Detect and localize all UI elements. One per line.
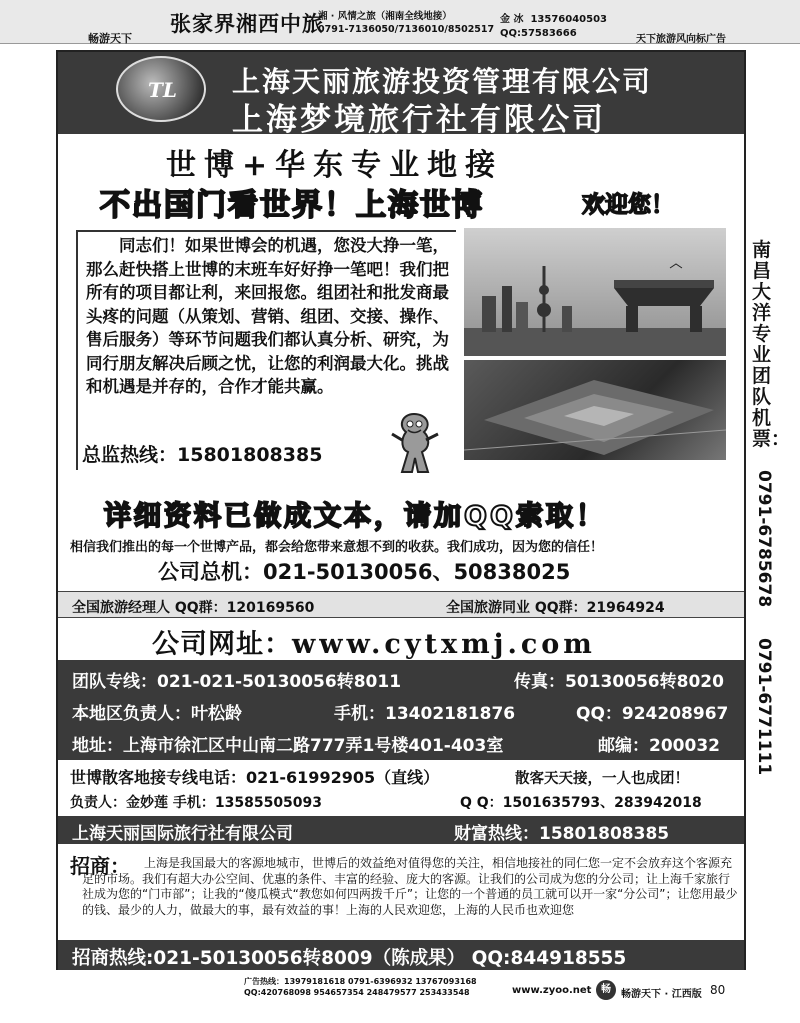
top-right-label: 天下旅游风向标广告 (636, 34, 726, 45)
wealth-hotline: 财富热线：15801808385 (454, 824, 670, 844)
fax: 传真：50130056转8020 (514, 672, 724, 692)
logo-text: TL (148, 78, 177, 102)
page-number: 80 (710, 983, 726, 997)
expo-contact-person: 负责人：金妙莲 手机：13585505093 (70, 795, 323, 811)
footer-url[interactable]: www.zyoo.net (512, 985, 592, 996)
expo-hotline: 世博散客地接专线电话：021-61992905（直线） (70, 768, 440, 787)
recruit-hotline-bar (58, 940, 744, 970)
top-left-label: 畅游天下 (88, 32, 132, 45)
qq-group-peers: 全国旅游同业 QQ群：21964924 (446, 600, 665, 616)
footer-ad-line2: QQ:420768098 954657354 248479577 253433548 (244, 988, 470, 997)
slogan-line2: 不出国门看世界！上海世博 (100, 188, 484, 223)
qq-request-banner: 详细资料已做成文本，请加QQ索取！ (104, 501, 606, 532)
shanghai-skyline-photo (464, 228, 726, 356)
top-title: 张家界湘西中旅 (170, 12, 324, 36)
company-website (152, 622, 596, 661)
contact-box (58, 660, 744, 760)
company-bar (58, 816, 744, 844)
qq-groups-bar (58, 591, 744, 618)
manager-mobile: 手机：13402181876 (334, 704, 516, 724)
expo-qq: Q Q：1501635793、283942018 (460, 795, 702, 811)
hotline-label: 总监热线： (82, 444, 178, 466)
hotline-number: 15801808385 (177, 444, 323, 466)
company-name-1: 上海天丽旅游投资管理有限公司 (232, 65, 653, 98)
top-qq: QQ:57583666 (500, 28, 577, 39)
company-main-phone: 公司总机：021-50130056、50838025 (158, 560, 571, 584)
side-phone-2: 0791-6771111 (754, 638, 774, 776)
top-contact (500, 10, 607, 39)
local-manager: 本地区负责人：叶松龄 (72, 704, 242, 724)
slogan-welcome: 欢迎您！ (582, 192, 674, 218)
haibao-mascot-icon (388, 410, 444, 478)
company-name-2: 上海梦境旅行社有限公司 (232, 102, 606, 138)
recruit-text: 上海是我国最大的客源地城市，世博后的效益绝对值得您的关注，相信地接社的同仁您一定不会放弃这个客源充足的市场。我们有超大办公空间、优惠的条件、丰富的经验、庞大的客源。让我们的公司成为您的分公司；让上海千家旅行社成为您的“门市部”；让我的“傻瓜模式“教您如何四两拨千斤”；让您的一个普通的员工就可以开一家“分公司”；让您用最少的钱、最少的人力，做最大的事，最有效益的事！上海的人民欢迎您，上海的人民币也欢迎您 (82, 856, 738, 917)
company-address: 地址：上海市徐汇区中山南二路777弄1号楼401-403室 (72, 736, 504, 756)
top-contact-phone: 13576040503 (530, 14, 607, 25)
postcode: 邮编：200032 (598, 736, 720, 756)
expo-tagline: 散客天天接，一人也成团！ (515, 771, 689, 787)
footer-ad-line1: 广告热线：13979181618 0791-6396932 13767093168 (244, 977, 477, 986)
intl-company-name: 上海天丽国际旅行社有限公司 (72, 824, 293, 844)
expo-park-photo (464, 360, 726, 460)
top-mid-line2: 0791-7136050/7136010/8502517 (318, 24, 495, 35)
team-line: 团队专线：021-021-50130056转8011 (72, 672, 402, 692)
trust-statement: 相信我们推出的每一个世博产品，都会给您带来意想不到的收获。我们成功，因为您的信任！ (70, 540, 604, 555)
director-hotline (82, 440, 322, 467)
intro-text: 同志们！如果世博会的机遇，您没大挣一笔，那么赶快搭上世博的末班车好好挣一笔吧！我们把所有的项目都让利，来回报您。组团社和批发商最头疼的问题（从策划、营销、组团、交接、操作、售后服务）等环节问题我们都认真分析、研究，为同行朋友解决后顾之忧，让您的利润最大化。挑战和机遇是并存的，合作才能共赢。 (86, 236, 449, 396)
top-strip (0, 0, 800, 44)
website-label: 公司网址： (152, 629, 292, 660)
side-phone-1: 0791-6785678 (754, 470, 774, 608)
website-url[interactable]: www.cytxmj.com (292, 629, 596, 660)
recruit-hotline: 招商热线:021-50130056转8009（陈成果） QQ:844918555 (72, 948, 627, 969)
footer-brand-logo: 畅 (596, 980, 616, 1000)
manager-qq: QQ：924208967 (576, 704, 729, 724)
company-logo (116, 56, 206, 122)
qq-group-managers: 全国旅游经理人 QQ群：120169560 (72, 600, 315, 616)
top-mid-info (318, 10, 494, 36)
footer-ad-hotline (244, 976, 477, 998)
footer-brand: 畅游天下 · 江西版 (621, 989, 702, 1000)
top-mid-line1: 湘 · 风情之旅（湘南全线地接） (318, 11, 452, 22)
top-contact-name: 金 冰 (500, 14, 524, 25)
side-airline-label: 南昌大洋专业团队机票： (752, 239, 791, 450)
slogan-line1: 世博+华东专业地接 (166, 148, 504, 183)
recruit-title: 招商： (70, 854, 130, 878)
